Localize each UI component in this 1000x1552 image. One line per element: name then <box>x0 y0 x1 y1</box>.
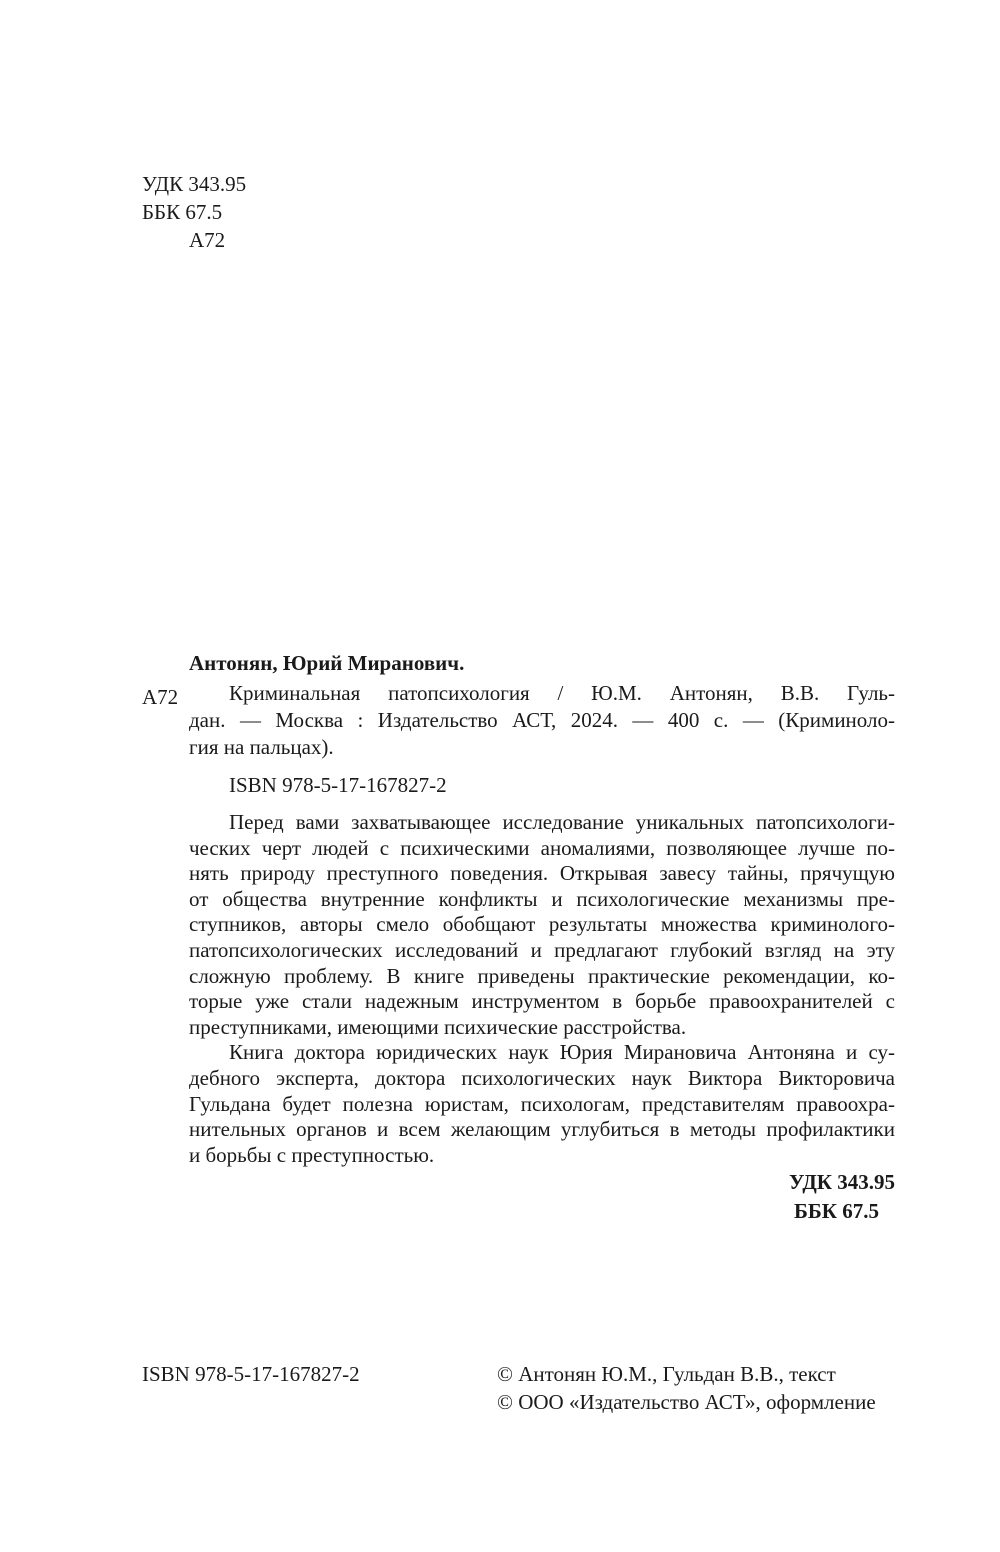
annotation-line: ческих черт людей с психическими аномалиями, позволяющее лучше по- <box>189 835 895 860</box>
annotation-line: ступников, авторы смело обобщают результаты множества криминолого- <box>189 912 895 937</box>
record-isbn: ISBN 978-5-17-167827-2 <box>229 773 447 797</box>
author-heading: Антонян, Юрий Миранович. <box>189 651 465 675</box>
annotation-line: Перед вами захватывающее исследование уникальных патопсихологи- <box>229 810 895 834</box>
bottom-bbk-code: ББК 67.5 <box>794 1199 879 1223</box>
annotation <box>189 810 895 1168</box>
top-udk-code: УДК 343.95 <box>142 172 247 196</box>
top-bbk-code: ББК 67.5 <box>142 200 223 224</box>
annotation-line: от общества внутренние конфликты и психологические механизмы пре- <box>189 886 895 911</box>
copyright-text: © Антонян Ю.М., Гульдан В.В., текст <box>497 1362 836 1386</box>
annotation-line: преступниками, имеющими психические расстройства. <box>189 1014 687 1039</box>
bibliographic-description <box>189 680 895 761</box>
annotation-line: нительных органов и всем желающим углубиться в методы профилактики <box>189 1117 895 1142</box>
annotation-line: Гульдана будет полезна юристам, психологам, представителям правоохра- <box>189 1091 895 1116</box>
annotation-line: патопсихологических исследований и предлагают глубокий взгляд на эту <box>189 937 895 962</box>
description-line: Криминальная патопсихология / Ю.М. Антонян, В.В. Гуль- <box>229 681 895 705</box>
annotation-line: сложную проблему. В книге приведены практические рекомендации, ко- <box>189 963 895 988</box>
description-line: гия на пальцах). <box>189 735 334 759</box>
annotation-line: торые уже стали надежным инструментом в борьбе правоохранителей с <box>189 989 895 1014</box>
description-line: дан. — Москва : Издательство АСТ, 2024. — 400 с. — (Криминоло- <box>189 708 895 732</box>
copyright-design: © ООО «Издательство АСТ», оформление <box>497 1390 876 1414</box>
bottom-udk-code: УДК 343.95 <box>789 1170 895 1194</box>
top-author-mark: А72 <box>189 228 226 252</box>
annotation-line: дебного эксперта, доктора психологических наук Виктора Викторовича <box>189 1065 895 1090</box>
annotation-line: Книга доктора юридических наук Юрия Мирановича Антоняна и су- <box>229 1040 895 1065</box>
annotation-line: и борьбы с преступностью. <box>189 1142 435 1167</box>
footer-isbn: ISBN 978-5-17-167827-2 <box>142 1362 360 1386</box>
annotation-line: нять природу преступного поведения. Открывая завесу тайны, прячущую <box>189 861 895 886</box>
record-author-mark: А72 <box>142 685 179 709</box>
